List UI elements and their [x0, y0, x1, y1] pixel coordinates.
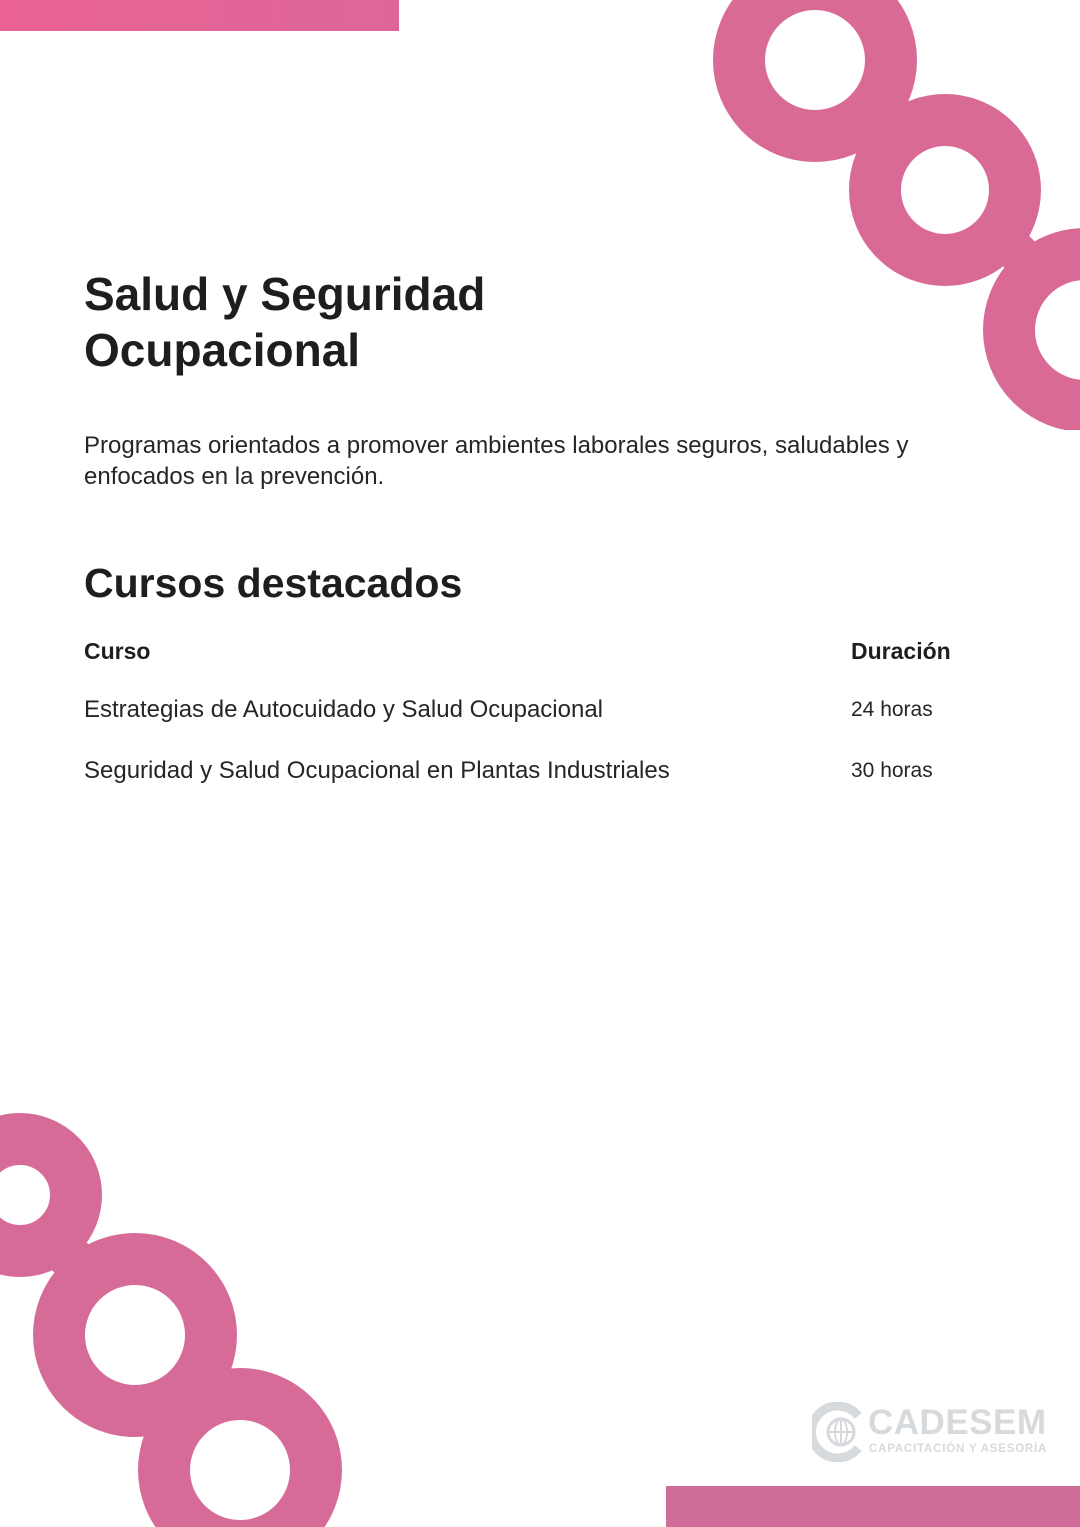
bottom-left-ring-pattern [0, 1090, 400, 1527]
course-name: Estrategias de Autocuidado y Salud Ocupacional [84, 695, 604, 723]
page-title [84, 266, 644, 378]
page-title-line1: Salud y Seguridad [84, 268, 486, 320]
page-title-line2: Ocupacional [84, 324, 361, 376]
top-right-ring-pattern [700, 0, 1080, 430]
top-accent-bar [0, 0, 399, 31]
globe-c-icon [812, 1402, 866, 1462]
intro-paragraph: Programas orientados a promover ambientes laborales seguros, saludables y enfocados en la prevención. [84, 432, 909, 490]
courses-table [84, 634, 984, 801]
course-name: Seguridad y Salud Ocupacional en Plantas Industriales [84, 756, 670, 784]
table-row [84, 679, 984, 740]
table-header-row [84, 634, 984, 668]
course-duration: 30 horas [851, 758, 933, 782]
course-duration: 24 horas [851, 697, 933, 721]
brand-logo [812, 1400, 1052, 1464]
header-duration: Duración [851, 637, 951, 664]
brand-tagline: CAPACITACIÓN Y ASESORÍA [869, 1443, 1048, 1455]
bottom-accent-bar [666, 1486, 1080, 1527]
section-title: Cursos destacados [84, 560, 463, 606]
header-course: Curso [84, 637, 151, 664]
table-row [84, 740, 984, 801]
brand-name: CADESEM [868, 1403, 1047, 1442]
